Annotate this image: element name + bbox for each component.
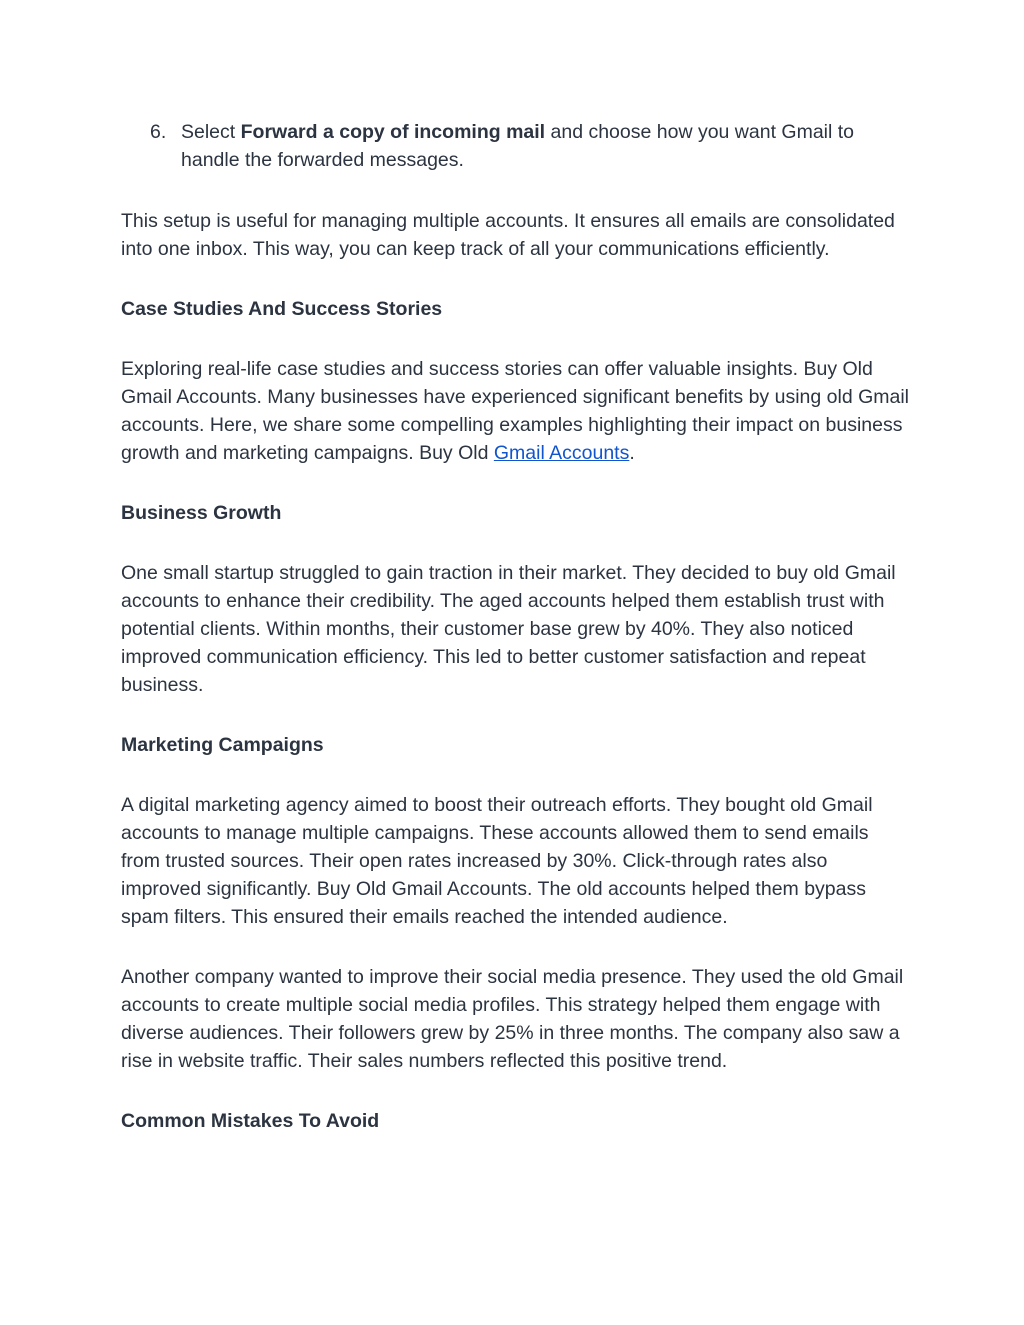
gmail-accounts-link[interactable]: Gmail Accounts	[493, 442, 630, 464]
case-studies-text: Exploring real-life case studies and success stories can offer valuable insights. Buy Old Gmail Accounts. Many businesses have experienced significant benefits by using old Gmail accounts. Here, we share some compelling examples highlighting their impact on business growth and marketing campaigns. Buy Old	[121, 358, 909, 464]
case-studies-end: .	[629, 442, 635, 464]
list-item-prefix: Select	[181, 121, 241, 143]
document-page	[121, 118, 911, 1135]
intro-paragraph: This setup is useful for managing multiple accounts. It ensures all emails are consolidated into one inbox. This way, you can keep track of all your communications efficiently.	[121, 210, 895, 260]
marketing-campaigns-paragraph-2: Another company wanted to improve their social media presence. They used the old Gmail accounts to create multiple social media profiles. This strategy helped them engage with diverse audiences. Their followers grew by 25% in three months. The company also saw a rise in website traffic. Their sales numbers reflected this positive trend.	[121, 966, 904, 1072]
business-growth-paragraph: One small startup struggled to gain traction in their market. They decided to buy old Gmail accounts to enhance their credibility. The aged accounts helped them establish trust with potential clients. Within months, their customer base grew by 40%. They also noticed improved communication efficiency. This led to better customer satisfaction and repeat business.	[121, 562, 896, 696]
marketing-campaigns-paragraph-1: A digital marketing agency aimed to boost their outreach efforts. They bought old Gmail accounts to manage multiple campaigns. These accounts allowed them to send emails from trusted sources. Their open rates increased by 30%. Click-through rates also improved significantly. Buy Old Gmail Accounts. The old accounts helped them bypass spam filters. This ensured their emails reached the intended audience.	[121, 794, 873, 928]
case-studies-heading: Case Studies And Success Stories	[121, 298, 443, 320]
business-growth-heading: Business Growth	[121, 502, 282, 524]
list-item-step-6	[121, 118, 911, 174]
list-item-bold-text: Forward a copy of incoming mail	[240, 121, 546, 143]
list-number: 6.	[150, 121, 167, 143]
list-item-suffix: and choose how you want Gmail to handle the forwarded messages.	[181, 121, 855, 171]
case-studies-paragraph	[121, 355, 911, 467]
common-mistakes-heading: Common Mistakes To Avoid	[121, 1110, 380, 1132]
marketing-campaigns-heading: Marketing Campaigns	[121, 734, 324, 756]
